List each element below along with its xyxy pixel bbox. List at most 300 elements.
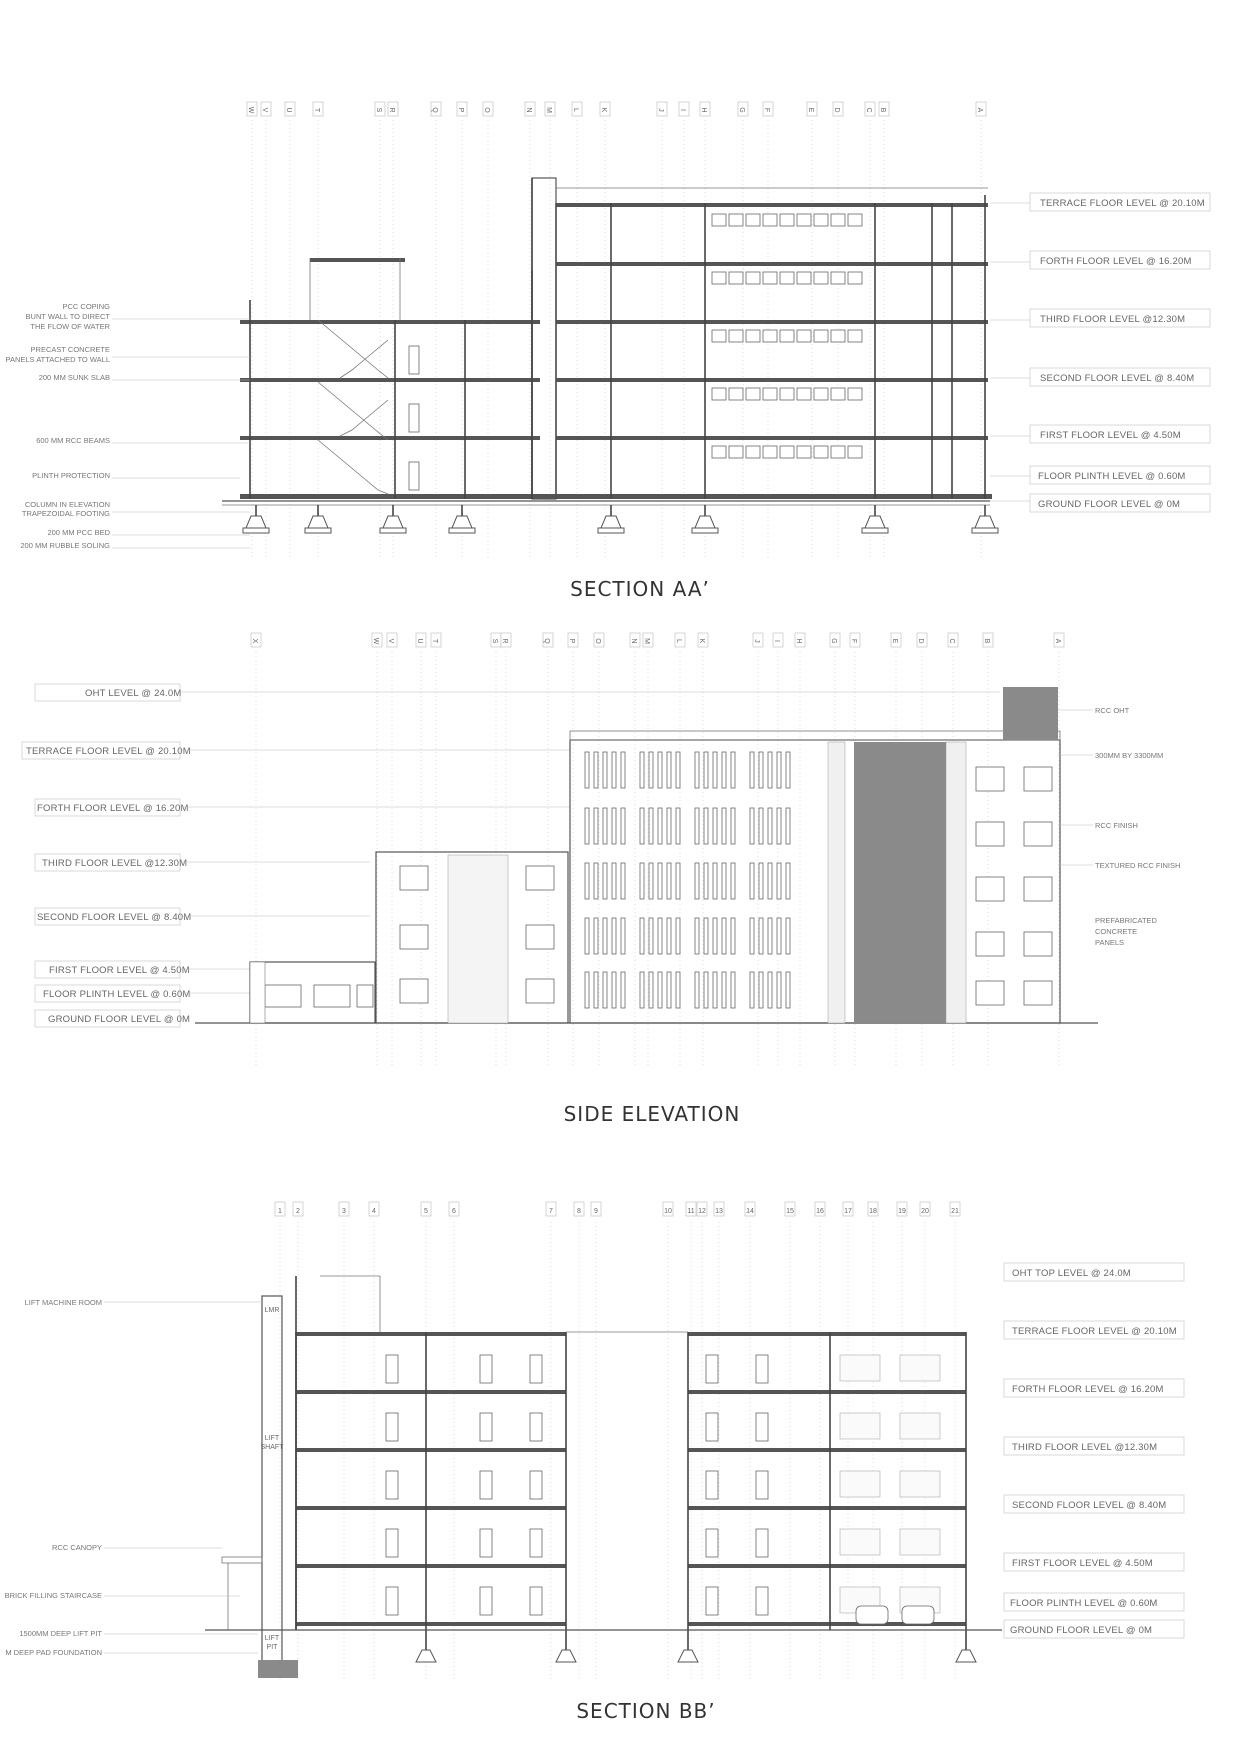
window [712, 214, 726, 226]
vertical-fin [649, 752, 653, 788]
note-pcc-bed: 200 MM PCC BED [47, 528, 110, 537]
vertical-fin [731, 863, 735, 899]
vertical-fin [759, 972, 763, 1008]
grid-tag-Q: Q [543, 638, 550, 644]
footing [678, 1650, 698, 1662]
grid-tag-10: 10 [664, 1208, 672, 1215]
se-low-block-windows [265, 985, 373, 1007]
vertical-fin [713, 752, 717, 788]
window [976, 981, 1004, 1005]
grid-tag-V: V [387, 638, 394, 644]
vertical-fin [722, 863, 726, 899]
grid-tag-C: C [865, 107, 872, 113]
vertical-fin [667, 752, 671, 788]
vertical-fin [768, 972, 772, 1008]
vertical-fin [750, 752, 754, 788]
section-aa-mid-block [240, 258, 540, 499]
window [746, 388, 760, 400]
vertical-fin [676, 808, 680, 844]
vertical-fin [603, 972, 607, 1008]
se-level-ground: GROUND FLOOR LEVEL @ 0M [48, 1014, 191, 1025]
window [900, 1355, 940, 1381]
note-pcc-coping: PCC COPING [62, 302, 110, 311]
grid-tag-Q: Q [431, 107, 438, 113]
vertical-fin [731, 918, 735, 954]
grid-tag-H: H [700, 107, 707, 113]
vertical-fin [768, 752, 772, 788]
vertical-fin [658, 752, 662, 788]
vertical-fin [612, 972, 616, 1008]
grid-tag-7: 7 [549, 1208, 553, 1215]
vertical-fin [621, 752, 625, 788]
door [386, 1413, 398, 1441]
door [530, 1529, 542, 1557]
grid-tag-G: G [738, 107, 745, 113]
note-rcc-beams: 600 MM RCC BEAMS [36, 436, 110, 445]
window [840, 1471, 880, 1497]
vertical-fin [640, 972, 644, 1008]
window [780, 330, 794, 342]
window [400, 925, 428, 949]
vertical-fin [612, 808, 616, 844]
grid-tag-5: 5 [424, 1208, 428, 1215]
section-bb-structure [296, 1276, 976, 1662]
vertical-fin [658, 972, 662, 1008]
vertical-fin [585, 918, 589, 954]
vertical-fin [750, 972, 754, 1008]
grid-tag-O: O [483, 107, 490, 113]
window [712, 446, 726, 458]
note-rcc-finish: RCC FINISH [1095, 821, 1138, 830]
note-prefab-1: PREFABRICATED [1095, 916, 1157, 925]
vertical-fin [750, 863, 754, 899]
window [1024, 932, 1052, 956]
vertical-fin [695, 972, 699, 1008]
window [831, 330, 845, 342]
window [780, 272, 794, 284]
window [400, 866, 428, 890]
vertical-fin [658, 863, 662, 899]
window [900, 1529, 940, 1555]
vertical-fin [603, 918, 607, 954]
door [480, 1529, 492, 1557]
window [814, 446, 828, 458]
vertical-fin [722, 752, 726, 788]
trapezoidal-footing [601, 516, 621, 528]
grid-tag-W: W [372, 637, 379, 645]
grid-tag-2: 2 [296, 1208, 300, 1215]
grid-tag-O: O [594, 638, 601, 644]
bb-level-ground: GROUND FLOOR LEVEL @ 0M [1010, 1625, 1153, 1636]
trapezoidal-footing [308, 516, 328, 528]
aa-level-terrace: TERRACE FLOOR LEVEL @ 20.10M [1040, 198, 1205, 209]
vertical-fin [777, 808, 781, 844]
vertical-fin [585, 863, 589, 899]
window [848, 446, 862, 458]
grid-tag-J: J [657, 108, 664, 112]
se-right-block-windows [976, 767, 1052, 1005]
window [797, 388, 811, 400]
note-brick-filling: BRICK FILLING STAIRCASE [4, 1591, 102, 1600]
vertical-fin [612, 863, 616, 899]
door [756, 1413, 768, 1441]
side-elevation-notes [1058, 706, 1180, 947]
bb-level-second: SECOND FLOOR LEVEL @ 8.40M [1012, 1500, 1167, 1511]
vertical-fin [640, 918, 644, 954]
window [526, 979, 554, 1003]
vertical-fin [731, 972, 735, 1008]
car-icon [902, 1606, 934, 1624]
side-elevation-title: SIDE ELEVATION [563, 1102, 741, 1126]
door [706, 1587, 718, 1615]
window [780, 214, 794, 226]
window [763, 214, 777, 226]
vertical-fin [594, 918, 598, 954]
vertical-fin [759, 752, 763, 788]
trapezoidal-footing [452, 516, 472, 528]
grid-tag-F: F [850, 638, 857, 644]
window [814, 388, 828, 400]
note-lift-pit: 1500MM DEEP LIFT PIT [19, 1629, 102, 1638]
window [848, 272, 862, 284]
trapezoidal-footing [695, 516, 715, 528]
grid-tag-K: K [600, 107, 607, 113]
vertical-fin [704, 863, 708, 899]
window [976, 822, 1004, 846]
vertical-fin [786, 808, 790, 844]
vertical-fin [768, 918, 772, 954]
grid-tag-3: 3 [342, 1208, 346, 1215]
grid-tag-H: H [795, 638, 802, 644]
window [729, 272, 743, 284]
grid-tag-C: C [948, 638, 955, 644]
window [976, 767, 1004, 791]
vertical-fin [786, 863, 790, 899]
se-level-forth: FORTH FLOOR LEVEL @ 16.20M [37, 803, 189, 814]
grid-tag-E: E [807, 107, 814, 113]
vertical-fin [594, 752, 598, 788]
door [480, 1355, 492, 1383]
grid-tag-12: 12 [698, 1208, 706, 1215]
grid-tag-B: B [983, 638, 990, 644]
grid-tag-N: N [630, 638, 637, 644]
window [763, 330, 777, 342]
aa-level-plinth: FLOOR PLINTH LEVEL @ 0.60M [1038, 471, 1186, 482]
se-level-oht: OHT LEVEL @ 24.0M [85, 688, 182, 699]
window [526, 866, 554, 890]
window [763, 446, 777, 458]
door [480, 1413, 492, 1441]
note-rcc-oht: RCC OHT [1095, 706, 1130, 715]
vertical-fin [695, 752, 699, 788]
side-elevation [22, 633, 1180, 1126]
vertical-fin [621, 972, 625, 1008]
door [386, 1355, 398, 1383]
window [848, 330, 862, 342]
bb-level-terrace: TERRACE FLOOR LEVEL @ 20.10M [1012, 1326, 1177, 1337]
vertical-fin [585, 972, 589, 1008]
section-bb-title: SECTION BB’ [576, 1699, 716, 1723]
window [746, 446, 760, 458]
bb-lift-shaft [262, 1296, 282, 1677]
window [840, 1355, 880, 1381]
vertical-fin [649, 972, 653, 1008]
grid-tag-1: 1 [278, 1208, 282, 1215]
vertical-fin [612, 752, 616, 788]
grid-tag-G: G [830, 638, 837, 644]
section-bb-level-labels [1004, 1263, 1184, 1638]
bb-lmr-tag: LMR [264, 1307, 280, 1314]
vertical-fin [649, 918, 653, 954]
vertical-fin [704, 752, 708, 788]
window [526, 925, 554, 949]
grid-tag-M: M [545, 107, 552, 113]
section-aa-title: SECTION AA’ [570, 577, 710, 601]
grid-tag-A: A [976, 107, 983, 113]
vertical-fin [612, 918, 616, 954]
grid-tag-18: 18 [869, 1208, 877, 1215]
door [706, 1413, 718, 1441]
window [729, 388, 743, 400]
se-level-second: SECOND FLOOR LEVEL @ 8.40M [37, 912, 192, 923]
door [706, 1471, 718, 1499]
vertical-fin [722, 972, 726, 1008]
window [814, 272, 828, 284]
note-sunk-slab: 200 MM SUNK SLAB [38, 373, 110, 382]
aa-level-first: FIRST FLOOR LEVEL @ 4.50M [1040, 430, 1181, 441]
vertical-fin [759, 808, 763, 844]
vertical-fin [731, 808, 735, 844]
window [797, 330, 811, 342]
vertical-fin [777, 972, 781, 1008]
grid-tag-17: 17 [844, 1208, 852, 1215]
grid-tag-N: N [525, 107, 532, 113]
vertical-fin [594, 863, 598, 899]
window [712, 330, 726, 342]
note-trapezoidal-footing: TRAPEZOIDAL FOOTING [21, 509, 110, 518]
vertical-fin [695, 918, 699, 954]
grid-tag-R: R [388, 107, 395, 113]
note-column-elevation: COLUMN IN ELEVATION [24, 500, 110, 509]
footing [416, 1650, 436, 1662]
vertical-fin [640, 863, 644, 899]
trapezoidal-footing [383, 516, 403, 528]
section-aa-notes [6, 302, 250, 550]
note-pad-foundation: M DEEP PAD FOUNDATION [5, 1648, 102, 1657]
vertical-fin [676, 918, 680, 954]
vertical-fin [594, 808, 598, 844]
vertical-fin [695, 808, 699, 844]
vertical-fin [704, 972, 708, 1008]
window [1024, 822, 1052, 846]
vertical-fin [777, 918, 781, 954]
aa-level-ground: GROUND FLOOR LEVEL @ 0M [1038, 499, 1181, 510]
vertical-fin [603, 863, 607, 899]
window [814, 330, 828, 342]
vertical-fin [649, 863, 653, 899]
footing [956, 1650, 976, 1662]
vertical-fin [667, 808, 671, 844]
grid-tag-E: E [891, 638, 898, 644]
side-elevation-level-labels [22, 684, 1000, 1027]
door [386, 1471, 398, 1499]
grid-tag-14: 14 [746, 1208, 754, 1215]
window [797, 446, 811, 458]
grid-tag-6: 6 [452, 1208, 456, 1215]
vertical-fin [786, 918, 790, 954]
window [712, 388, 726, 400]
vertical-fin [621, 918, 625, 954]
window [729, 214, 743, 226]
window [976, 877, 1004, 901]
window [900, 1471, 940, 1497]
grid-tag-U: U [285, 107, 292, 113]
grid-tag-21: 21 [951, 1208, 959, 1215]
vertical-fin [759, 918, 763, 954]
aa-level-forth: FORTH FLOOR LEVEL @ 16.20M [1040, 256, 1192, 267]
note-plinth-protection: PLINTH PROTECTION [32, 471, 110, 480]
door [386, 1587, 398, 1615]
grid-tag-I: I [679, 109, 686, 111]
trapezoidal-footing [865, 516, 885, 528]
grid-tag-11: 11 [687, 1208, 695, 1215]
vertical-fin [768, 863, 772, 899]
grid-tag-8: 8 [577, 1208, 581, 1215]
vertical-fin [585, 808, 589, 844]
vertical-fin [603, 808, 607, 844]
trapezoidal-footing [975, 516, 995, 528]
window [976, 932, 1004, 956]
section-aa-main-block [240, 178, 992, 499]
vertical-fin [768, 808, 772, 844]
note-prefab-2: CONCRETE [1095, 927, 1138, 936]
section-aa-level-labels [990, 193, 1210, 512]
vertical-fin [640, 808, 644, 844]
vertical-fin [713, 863, 717, 899]
grid-tag-S: S [375, 107, 382, 113]
se-level-first: FIRST FLOOR LEVEL @ 4.50M [49, 965, 190, 976]
vertical-fin [777, 752, 781, 788]
vertical-fin [585, 752, 589, 788]
bb-level-oht: OHT TOP LEVEL @ 24.0M [1012, 1268, 1131, 1279]
window [848, 214, 862, 226]
grid-tag-U: U [416, 638, 423, 644]
grid-tag-4: 4 [372, 1208, 376, 1215]
vertical-fin [640, 752, 644, 788]
note-bunt-wall: BUNT WALL TO DIRECT [25, 312, 110, 321]
window [840, 1529, 880, 1555]
note-prefab-3: PANELS [1095, 938, 1125, 947]
grid-tag-K: K [698, 638, 705, 644]
window [1024, 981, 1052, 1005]
vertical-fin [722, 918, 726, 954]
car-icon [856, 1606, 888, 1624]
window [780, 388, 794, 400]
vertical-fin [713, 972, 717, 1008]
section-aa-ground [222, 501, 998, 533]
vertical-fin [722, 808, 726, 844]
vertical-fin [759, 863, 763, 899]
vertical-fin [667, 972, 671, 1008]
aa-level-second: SECOND FLOOR LEVEL @ 8.40M [1040, 373, 1195, 384]
window [831, 446, 845, 458]
trapezoidal-footing [246, 516, 266, 528]
grid-tag-R: R [501, 638, 508, 644]
bb-pit-tag-1: LIFT [264, 1635, 280, 1642]
vertical-fin [731, 752, 735, 788]
bb-shaft-tag-2: SHAFT [260, 1444, 284, 1451]
grid-tag-M: M [643, 638, 650, 644]
aa-level-third: THIRD FLOOR LEVEL @12.30M [1040, 314, 1186, 325]
bb-level-plinth: FLOOR PLINTH LEVEL @ 0.60M [1010, 1598, 1158, 1609]
se-level-terrace: TERRACE FLOOR LEVEL @ 20.10M [26, 746, 191, 757]
grid-tag-W: W [247, 106, 254, 114]
grid-tag-D: D [833, 107, 840, 113]
grid-tag-L: L [572, 108, 579, 112]
window [763, 272, 777, 284]
door [756, 1529, 768, 1557]
bb-level-third: THIRD FLOOR LEVEL @12.30M [1012, 1442, 1158, 1453]
grid-tag-I: I [773, 640, 780, 642]
window [763, 388, 777, 400]
window [780, 446, 794, 458]
window [900, 1413, 940, 1439]
bb-level-forth: FORTH FLOOR LEVEL @ 16.20M [1012, 1384, 1164, 1395]
door [530, 1413, 542, 1441]
door [480, 1587, 492, 1615]
vertical-fin [594, 972, 598, 1008]
vertical-fin [658, 918, 662, 954]
se-rcc-oht [1003, 687, 1058, 740]
grid-tag-J: J [753, 639, 760, 643]
section-bb [5, 1202, 1184, 1723]
note-panels-attached: PANELS ATTACHED TO WALL [5, 355, 110, 364]
window [840, 1413, 880, 1439]
window [729, 446, 743, 458]
window [729, 330, 743, 342]
door [386, 1529, 398, 1557]
se-level-third: THIRD FLOOR LEVEL @12.30M [42, 858, 188, 869]
window [848, 388, 862, 400]
bb-shaft-tag-1: LIFT [264, 1435, 280, 1442]
window [746, 330, 760, 342]
grid-tag-A: A [1054, 638, 1061, 644]
grid-tag-16: 16 [816, 1208, 824, 1215]
door [530, 1587, 542, 1615]
section-bb-notes [5, 1298, 262, 1657]
window [746, 214, 760, 226]
vertical-fin [658, 808, 662, 844]
vertical-fin [621, 863, 625, 899]
vertical-fin [750, 808, 754, 844]
note-flow-of-water: THE FLOW OF WATER [30, 322, 110, 331]
vertical-fin [786, 972, 790, 1008]
vertical-fin [667, 863, 671, 899]
grid-tag-S: S [491, 638, 498, 644]
window [797, 272, 811, 284]
vertical-fin [667, 918, 671, 954]
vertical-fin [704, 918, 708, 954]
window [831, 214, 845, 226]
note-dimension: 300MM BY 3300MM [1095, 751, 1164, 760]
grid-tag-T: T [313, 107, 320, 113]
footing [556, 1650, 576, 1662]
window [712, 272, 726, 284]
vertical-fin [603, 752, 607, 788]
note-rubble-soling: 200 MM RUBBLE SOLING [20, 541, 110, 550]
grid-tag-19: 19 [898, 1208, 906, 1215]
grid-tag-20: 20 [921, 1208, 929, 1215]
